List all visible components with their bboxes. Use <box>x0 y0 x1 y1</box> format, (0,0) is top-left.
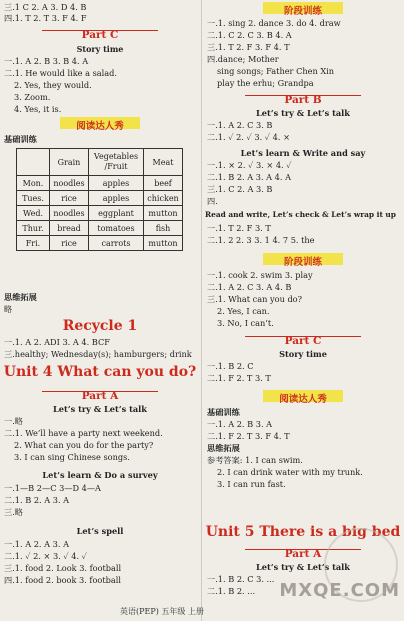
answer-line: play the erhu; Grandpa <box>217 78 314 88</box>
answer-line: 四.1. food 2. book 3. football <box>4 575 121 585</box>
heading-reading: 阅读达人秀 <box>76 121 124 132</box>
heading-part-c: Part C <box>284 335 322 347</box>
answer-line: sing songs; Father Chen Xin <box>217 66 335 76</box>
table-header-cell <box>17 149 50 176</box>
table-row <box>17 206 183 221</box>
table-cell: Wed. <box>17 206 50 221</box>
table-row <box>17 236 183 251</box>
table-cell: Fri. <box>17 236 50 251</box>
answer-line: 四.dance; Mother <box>207 54 279 64</box>
answer-line: 一.1. A 2. C 3. B <box>207 120 273 130</box>
table-cell: rice <box>50 191 89 206</box>
answer-line: 一.1. B 2. C <box>207 361 254 371</box>
answer-line: 二.1. A 2. C 3. A 4. B <box>207 282 292 292</box>
table-header-cell: Grain <box>50 149 89 176</box>
heading-stage: 阶段训练 <box>283 257 322 268</box>
answer-line: 二.1. B 2. ... <box>207 586 256 596</box>
watermark-text: MXQE.COM <box>279 580 400 601</box>
answer-line: 四. <box>207 196 218 206</box>
page-fold <box>201 0 202 621</box>
answer-line: 参考答案: 1. I can swim. <box>207 455 303 465</box>
table-cell: bread <box>50 221 89 236</box>
subheading: Story time <box>76 44 124 54</box>
heading-part-a: Part A <box>284 548 322 560</box>
heading-recycle: Recycle 1 <box>62 318 138 334</box>
answer-line: 三.1. C 2. A 3. B <box>207 184 273 194</box>
heading-unit-5: Unit 5 There is a big bed <box>205 524 401 540</box>
answer-line: 二.1. C 2. C 3. B 4. A <box>207 30 292 40</box>
table-row <box>17 221 183 236</box>
subheading: Let’s spell <box>76 526 124 536</box>
table-header-cell: Vegetables /Fruit <box>89 149 144 176</box>
answer-line: 一.1. sing 2. dance 3. do 4. draw <box>207 18 341 28</box>
answer-line: 3. I can sing Chinese songs. <box>14 452 130 462</box>
subheading: 基础训练 <box>4 134 37 144</box>
answer-line: 二.1. 2 2. 3 3. 1 4. 7 5. the <box>207 235 315 245</box>
answer-line: 三.略 <box>4 507 23 517</box>
subheading: Let’s try & Let’s talk <box>53 404 147 414</box>
table-cell: noodles <box>50 176 89 191</box>
table-cell: chicken <box>144 191 183 206</box>
heading-part-b: Part B <box>284 94 322 106</box>
subheading: 基础训练 <box>207 407 240 417</box>
answer-line: 二.1. We’ll have a party next weekend. <box>4 428 163 438</box>
subheading: Story time <box>279 349 327 359</box>
table-cell: Mon. <box>17 176 50 191</box>
table-cell: apples <box>89 191 144 206</box>
answer-line: 3. I can run fast. <box>217 479 286 489</box>
table-cell: beef <box>144 176 183 191</box>
answer-line: 三.1. T 2. F 3. F 4. T <box>207 42 290 52</box>
answer-line: 2. I can drink water with my trunk. <box>217 467 363 477</box>
heading-stage: 阶段训练 <box>283 6 322 17</box>
heading-reading: 阅读达人秀 <box>279 394 327 405</box>
table-cell: apples <box>89 176 144 191</box>
table-row <box>17 176 183 191</box>
answer-line: 三.1. What can you do? <box>207 294 302 304</box>
answer-line: 一.略 <box>4 416 23 426</box>
answer-line: 四.1. T 2. T 3. F 4. F <box>4 13 87 23</box>
answer-line: 一.1. × 2. ✓ 3. × 4. ✓ <box>207 160 292 170</box>
subheading: Let’s learn & Do a survey <box>42 470 158 480</box>
subheading: Read and write, Let’s check & Let’s wrap it up <box>205 210 396 219</box>
subheading: Let’s try & Let’s talk <box>256 562 350 572</box>
answer-line: 一.1. B 2. C 3. ... <box>207 574 275 584</box>
food-table <box>16 148 183 251</box>
answer-line: 一.1—B 2—C 3—D 4—A <box>4 483 101 493</box>
answer-line: 4. Yes, it is. <box>14 104 62 114</box>
answer-line: 一.1. cook 2. swim 3. play <box>207 270 313 280</box>
heading-part-c: Part C <box>81 29 119 41</box>
subheading: Let’s try & Let’s talk <box>256 108 350 118</box>
answer-line: 2. Yes, I can. <box>217 306 270 316</box>
answer-line: 三.1. food 2. Look 3. football <box>4 563 122 573</box>
answer-line: 2. Yes, they would. <box>14 80 92 90</box>
footer-book-title: 英语(PEP) 五年级 上册 <box>120 607 204 616</box>
table-row <box>17 191 183 206</box>
table-cell: rice <box>50 236 89 251</box>
answer-line: 一.1. T 2. F 3. T <box>207 223 271 233</box>
table-cell: mutton <box>144 206 183 221</box>
table-cell: tomatoes <box>89 221 144 236</box>
answer-line: 二.1. F 2. T 3. T <box>207 373 271 383</box>
subheading: 思维拓展 <box>4 292 37 302</box>
answer-line: 三.1 C 2. A 3. D 4. B <box>4 2 87 12</box>
answer-line: 一.1. A 2. ADI 3. A 4. BCF <box>4 337 110 347</box>
table-cell: noodles <box>50 206 89 221</box>
table-cell: carrots <box>89 236 144 251</box>
table-cell: fish <box>144 221 183 236</box>
subheading: Let’s learn & Write and say <box>240 148 366 158</box>
table-cell: eggplant <box>89 206 144 221</box>
subheading: 思维拓展 <box>207 443 240 453</box>
table-cell: Thur. <box>17 221 50 236</box>
answer-line: 3. Zoom. <box>14 92 51 102</box>
answer-line: 二.1. ✓ 2. × 3. ✓ 4. ✓ <box>4 551 87 561</box>
answer-line: 二.1. F 2. T 3. F 4. T <box>207 431 290 441</box>
table-cell: mutton <box>144 236 183 251</box>
answer-line: 二.1. He would like a salad. <box>4 68 118 78</box>
answer-line: 3. No, I can’t. <box>217 318 274 328</box>
answer-line: 二.1. B 2. A 3. A <box>4 495 70 505</box>
answer-line: 一.1. A 2. A 3. A <box>4 539 69 549</box>
answer-line: 二.1. ✓ 2. ✓ 3. ✓ 4. × <box>207 132 290 142</box>
table-cell: Tues. <box>17 191 50 206</box>
answer-line: 二.1. B 2. A 3. A 4. A <box>207 172 292 182</box>
heading-part-a: Part A <box>81 390 119 402</box>
table-header-cell: Meat <box>144 149 183 176</box>
answer-line: 一.1. A 2. B 3. A <box>207 419 273 429</box>
table-header-row <box>17 149 183 176</box>
heading-unit-4: Unit 4 What can you do? <box>3 364 197 380</box>
answer-line: 略 <box>4 304 13 314</box>
answer-line: 三.healthy; Wednesday(s); hamburgers; drink <box>4 349 192 359</box>
answer-line: 一.1. A 2. B 3. B 4. A <box>4 56 89 66</box>
answer-line: 2. What can you do for the party? <box>14 440 154 450</box>
